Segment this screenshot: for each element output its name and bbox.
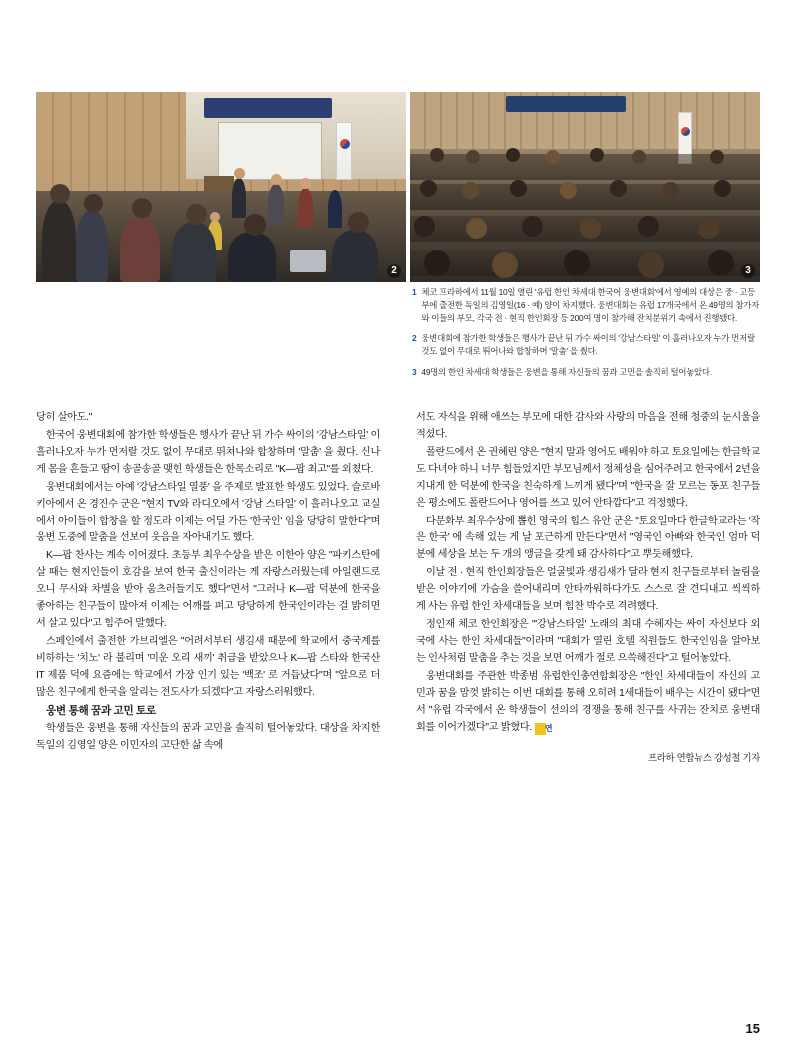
- caption-number: 3: [412, 366, 417, 377]
- paragraph: 당히 살아도.": [36, 412, 93, 423]
- audience-head: [348, 212, 369, 233]
- end-mark-icon: 연: [535, 723, 546, 735]
- audience-head: [522, 216, 543, 237]
- audience-head: [708, 250, 734, 276]
- stage-banner: [204, 98, 332, 118]
- article-body: [36, 410, 760, 980]
- audience-head: [710, 150, 724, 164]
- paragraph: 다문화부 최우수상에 뽑힌 영국의 힙스 유안 군은 "토요일마다 한글학교라는 '작은 한국' 에 속해 있는 게 날 포근하게 만든다"면서 "영국인 아빠와 한국인 엄마 덕분에 세상을 보는 두 개의 앵글을 갖게 돼 감사하다"고 뿌듯해했다.: [416, 515, 760, 561]
- audience-head: [50, 184, 70, 204]
- audience-member: [76, 210, 108, 282]
- caption-item: [412, 366, 760, 379]
- caption-text: 웅변대회에 참가한 학생들은 행사가 끝난 뒤 가수 싸이의 '강남스타일' 이 흘러나오자 누가 먼저랄 것도 없이 무대로 뛰어나와 합창하며 '말춤' 을 췄다.: [421, 333, 755, 357]
- audience-member: [120, 216, 160, 282]
- dancer: [298, 188, 313, 228]
- audience-head: [462, 182, 479, 199]
- audience-head: [492, 252, 518, 278]
- audience-member: [42, 200, 76, 282]
- photo-audience: [410, 92, 760, 282]
- paragraph: 학생들은 웅변을 통해 자신들의 꿈과 고민을 솔직히 털어놓았다. 대상을 차지한 독일의 김영일 양은 이민자의 고단한 삶 속에: [36, 723, 380, 752]
- caption-number: 1: [412, 287, 417, 297]
- photo-strip: [36, 92, 760, 282]
- audience-head: [560, 182, 577, 199]
- audience-head: [186, 204, 207, 225]
- audience-member: [172, 222, 216, 282]
- dancer-head: [234, 168, 245, 179]
- audience-head: [510, 180, 527, 197]
- paragraph-text: 웅변대회를 주관한 박종범 유럽한인총연합회장은 "한인 차세대들이 자신의 고민과 꿈을 맘껏 밝히는 이번 대회를 통해 오히려 1세대들이 배우는 시간이 됐다"면서 "유럽 각국에서 온 학생들이 선의의 경쟁을 통해 친구를 사귀는 잔치로 웅변대회를 이어가겠다"고 밝혔다.: [416, 670, 760, 733]
- caption-number: 2: [412, 333, 417, 344]
- dancer-head: [300, 178, 311, 189]
- caption-text: 체코 프라하에서 11월 10일 열린 '유럽 한인 차세대 한국어 웅변대회'에서 영예의 대상은 중 · 고등부에 출전한 독일의 김영일(16 · 예) 양이 차지했다. 웅변대회는 유럽 17개국에서 온 49명의 참가자와 이들의 부모, 각국 전 · 현직 한인회장 등 200여 명이 참가해 잔치분위기 속에서 진행됐다.: [421, 287, 759, 323]
- dancer: [232, 178, 246, 218]
- photo-number-3: 3: [741, 264, 755, 278]
- column-left: [36, 410, 380, 980]
- audience-head: [84, 194, 103, 213]
- audience-head: [638, 252, 664, 278]
- section-subheading: 웅변 통해 꿈과 고민 토로: [46, 704, 156, 717]
- laptop: [290, 250, 326, 272]
- caption-item: [412, 286, 760, 324]
- audience-member: [228, 232, 276, 282]
- korean-flag-icon: [336, 122, 352, 180]
- paragraph: 서도 자식을 위해 애쓰는 부모에 대한 감사와 사랑의 마음을 전해 청중의 눈시울을 적셨다.: [416, 412, 760, 440]
- audience-head: [714, 180, 731, 197]
- paragraph: 한국어 웅변대회에 참가한 학생들은 행사가 끝난 뒤 가수 싸이의 '강남스타일' 이 흘러나오자 누가 먼저랄 것도 없이 무대로 뛰쳐나와 합창하며 '말춤' 을 췄다. 신나게 몸을 흔들고 땀이 송골송골 맺힌 학생들은 한목소리로 "K―팝 최고"를 외쳤다.: [36, 429, 380, 475]
- paragraph: K―팝 찬사는 계속 이어졌다. 초등부 최우수상을 받은 이한아 양은 "파키스탄에 살 때는 현지인들이 호감을 보여 한국 출신이라는 게 자랑스러웠는데 아일랜드로 오니 무시와 차별을 받아 움츠러들기도 했다"면서 "그러나 K―팝 덕분에 한국을 좋아하는 친구들이 많아져 이제는 어깨를 펴고 당당하게 한국인이라는 걸 밝히면서 살고 있다"고 힘주어 말했다.: [36, 550, 380, 630]
- audience-head: [546, 150, 560, 164]
- caption-item: [412, 332, 760, 358]
- audience-head: [580, 218, 601, 239]
- hall-scene: [36, 92, 406, 282]
- paragraph: 스페인에서 출전한 가브리엘은 "어려서부터 생김새 때문에 학교에서 중국계를 비하하는 '치노' 라 불리며 '미운 오리 새끼' 취급을 받았으나 K―팝 스타와 한국산 IT 제품 덕에 요즘에는 학교에서 가장 인기 있는 '백조' 로 거듭났다"며 "앞으로 더 많은 친구에게 한국을 알리는 전도사가 되겠다"고 자랑스러워했다.: [36, 635, 380, 698]
- dancer: [328, 190, 342, 228]
- byline: 프라하 연합뉴스 강성철 기자: [648, 751, 760, 763]
- paragraph: 폴란드에서 온 권혜린 양은 "현지 말과 영어도 배워야 하고 토요일에는 한글학교도 다녀야 하니 너무 힘들었지만 부모님께서 정체성을 심어주려고 한국에서 2년을 지내게 한 덕분에 한국을 친숙하게 느끼게 됐다"며 "한국을 잘 모르는 동포 친구들은 평소에도 폴란드어나 영어를 쓰고 있어 안타깝다"고 걱정했다.: [416, 446, 760, 509]
- paragraph: 이날 전 · 현직 한인회장들은 얼굴빛과 생김새가 달라 현지 친구들로부터 놀림을 받은 이야기에 가슴을 쓸어내리며 안타까워하다가도 스스로 잘 견디내고 씩씩하게 사는 유럽 한인 차세대들을 보며 힘찬 박수로 격려했다.: [416, 567, 760, 613]
- paragraph: 웅변대회에서는 아예 '강남스타일 열풍' 을 주제로 발표한 학생도 있었다. 슬로바키아에서 온 경진수 군은 "현지 TV와 라디오에서 '강남 스타일' 이 흘러나오고 교실에서 아이들이 합창을 할 정도라 이제는 어딜 가든 '한국인' 임을 당당히 말한다"며 웅변 도중에 말춤을 선보여 웃음을 자아내기도 했다.: [36, 481, 380, 544]
- audience-head: [132, 198, 152, 218]
- audience-head: [506, 148, 520, 162]
- dancer-head: [271, 174, 282, 185]
- audience-head: [638, 216, 659, 237]
- seat-row: [410, 154, 760, 180]
- caption-text: 49명의 한인 차세대 학생들은 웅변을 통해 자신들의 꿈과 고민을 솔직히 털어놓았다.: [421, 366, 712, 377]
- audience-head: [662, 182, 679, 199]
- audience-head: [414, 216, 435, 237]
- paragraph-final: [416, 669, 760, 737]
- dancer-child-head: [210, 212, 220, 222]
- photo-captions: [412, 286, 760, 387]
- photo-number-2: 2: [387, 264, 401, 278]
- stage-banner: [506, 96, 626, 112]
- dancer: [268, 184, 284, 226]
- dancer-head: [330, 180, 340, 190]
- audience-member: [332, 230, 378, 282]
- audience-head: [430, 148, 444, 162]
- audience-head: [610, 180, 627, 197]
- audience-head: [424, 250, 450, 276]
- column-right: [416, 410, 760, 980]
- audience-head: [698, 218, 719, 239]
- audience-head: [466, 150, 480, 164]
- audience-head: [632, 150, 646, 164]
- paragraph: 정인재 체코 한인회장은 "'강남스타일' 노래의 최대 수혜자는 싸이 자신보다 외국에 사는 한인 차세대들"이라며 "대회가 열린 호텔 직원들도 한국인임을 알아보는 인사처럼 말춤을 추는 것을 보면 어깨가 절로 으쓱해진다"고 털어놓았다.: [416, 619, 760, 664]
- audience-scene: [410, 92, 760, 282]
- audience-head: [466, 218, 487, 239]
- page-number: 15: [745, 1021, 760, 1036]
- audience-head: [564, 250, 590, 276]
- audience-head: [244, 214, 266, 236]
- audience-head: [420, 180, 437, 197]
- photo-hall-performance: [36, 92, 406, 282]
- audience-head: [590, 148, 604, 162]
